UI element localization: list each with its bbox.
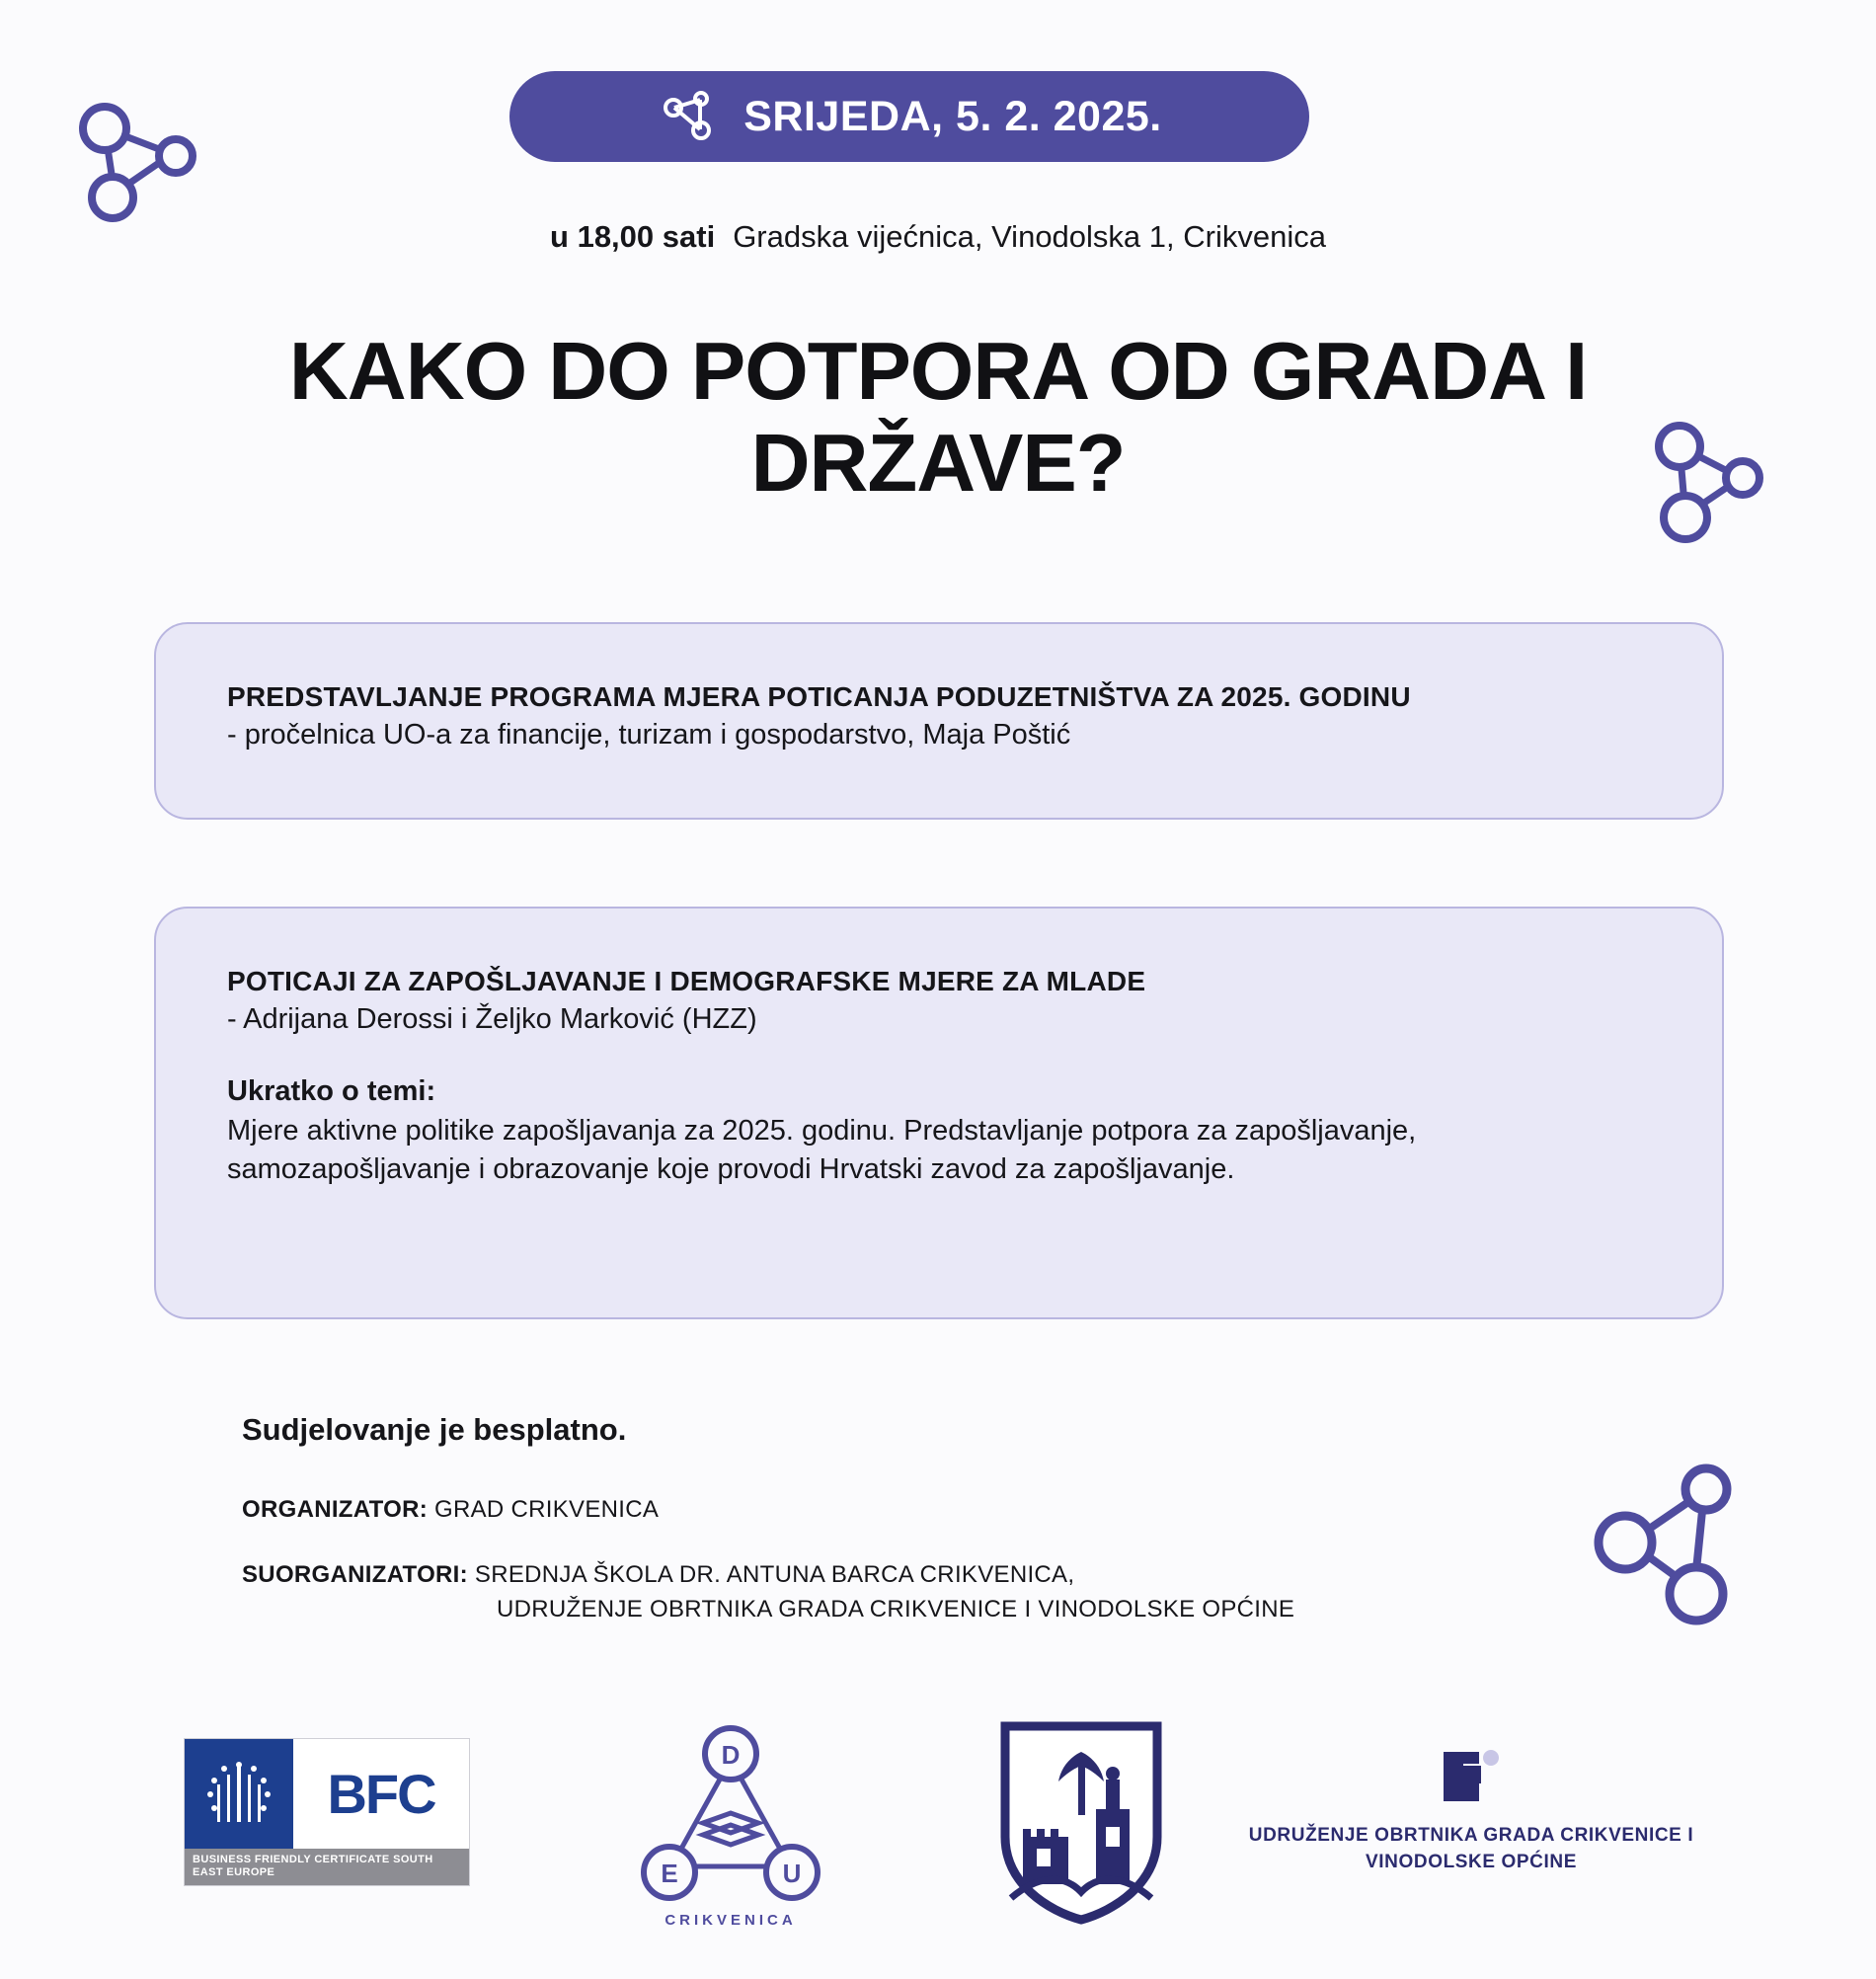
program-card-2-presenter: - Adrijana Derossi i Željko Marković (HZZ): [227, 1003, 757, 1035]
free-participation-note: Sudjelovanje je besplatno.: [242, 1412, 627, 1447]
bfc-logo-top: [185, 1739, 469, 1849]
time-venue-line: [0, 219, 1876, 255]
svg-text:E: E: [661, 1859, 678, 1888]
program-card-2: [154, 907, 1724, 1319]
program-card-2-heading: POTICAJI ZA ZAPOŠLJAVANJE I DEMOGRAFSKE MJERE ZA MLADE: [227, 966, 1146, 996]
program-card-2-subheading: Ukratko o temi:: [227, 1075, 436, 1107]
page-title: KAKO DO POTPORA OD GRADA I DRŽAVE?: [288, 325, 1588, 509]
bfc-star-pattern-icon: [196, 1755, 281, 1832]
footer-logos: [0, 1718, 1876, 1955]
date-badge: [509, 71, 1309, 162]
bfc-caption: BUSINESS FRIENDLY CERTIFICATE SOUTH EAST EUROPE: [185, 1849, 469, 1886]
program-card-1-heading: PREDSTAVLJANJE PROGRAMA MJERA POTICANJA PODUZETNIŠTVA ZA 2025. GODINU: [227, 681, 1411, 712]
eu-flag-icon: [185, 1739, 293, 1849]
program-card-2-body: Mjere aktivne politike zapošljavanja za 2025. godinu. Predstavljanje potpora za zapošljavanje, samozapošljavanje i obrazovanje koje provodi Hrvatski zavod za zapošljavanje.: [227, 1115, 1417, 1186]
coorganizer-value-2: UDRUŽENJE OBRTNIKA GRADA CRIKVENICE I VINODOLSKE OPĆINE: [497, 1595, 1295, 1623]
deu-crikvenica-logo-icon: [632, 1718, 829, 1926]
event-venue: Gradska vijećnica, Vinodolska 1, Crikvenica: [733, 219, 1326, 254]
svg-text:D: D: [721, 1740, 741, 1770]
program-card-1: [154, 622, 1724, 820]
organizer-line: [242, 1496, 659, 1524]
coorganizer-line: [242, 1558, 1294, 1627]
network-decoration-top-left: [67, 95, 205, 223]
coorganizer-value: SREDNJA ŠKOLA DR. ANTUNA BARCA CRIKVENICA,: [467, 1561, 1075, 1588]
event-time: u 18,00 sati: [550, 219, 716, 254]
crikvenica-city-crest-icon: [987, 1718, 1175, 1926]
udruzenje-obrtnika-caption: UDRUŽENJE OBRTNIKA GRADA CRIKVENICE I VINODOLSKE OPĆINE: [1248, 1825, 1694, 1872]
deu-caption: CRIKVENICA: [664, 1912, 797, 1929]
svg-text:U: U: [782, 1859, 802, 1888]
organizer-label: ORGANIZATOR:: [242, 1496, 429, 1523]
coorganizer-label: SUORGANIZATORI:: [242, 1561, 468, 1588]
udruzenje-obrtnika-mark-icon: [1434, 1746, 1509, 1809]
date-badge-text: SRIJEDA, 5. 2. 2025.: [743, 92, 1162, 140]
bfc-logo: [184, 1738, 470, 1886]
organizer-value: GRAD CRIKVENICA: [428, 1496, 660, 1523]
network-icon: [657, 86, 718, 147]
network-decoration-bottom-right: [1580, 1452, 1758, 1639]
program-card-1-presenter: - pročelnica UO-a za financije, turizam i gospodarstvo, Maja Poštić: [227, 719, 1071, 751]
bfc-abbrev: BFC: [327, 1762, 435, 1825]
udruzenje-obrtnika-logo: [1239, 1746, 1703, 1875]
